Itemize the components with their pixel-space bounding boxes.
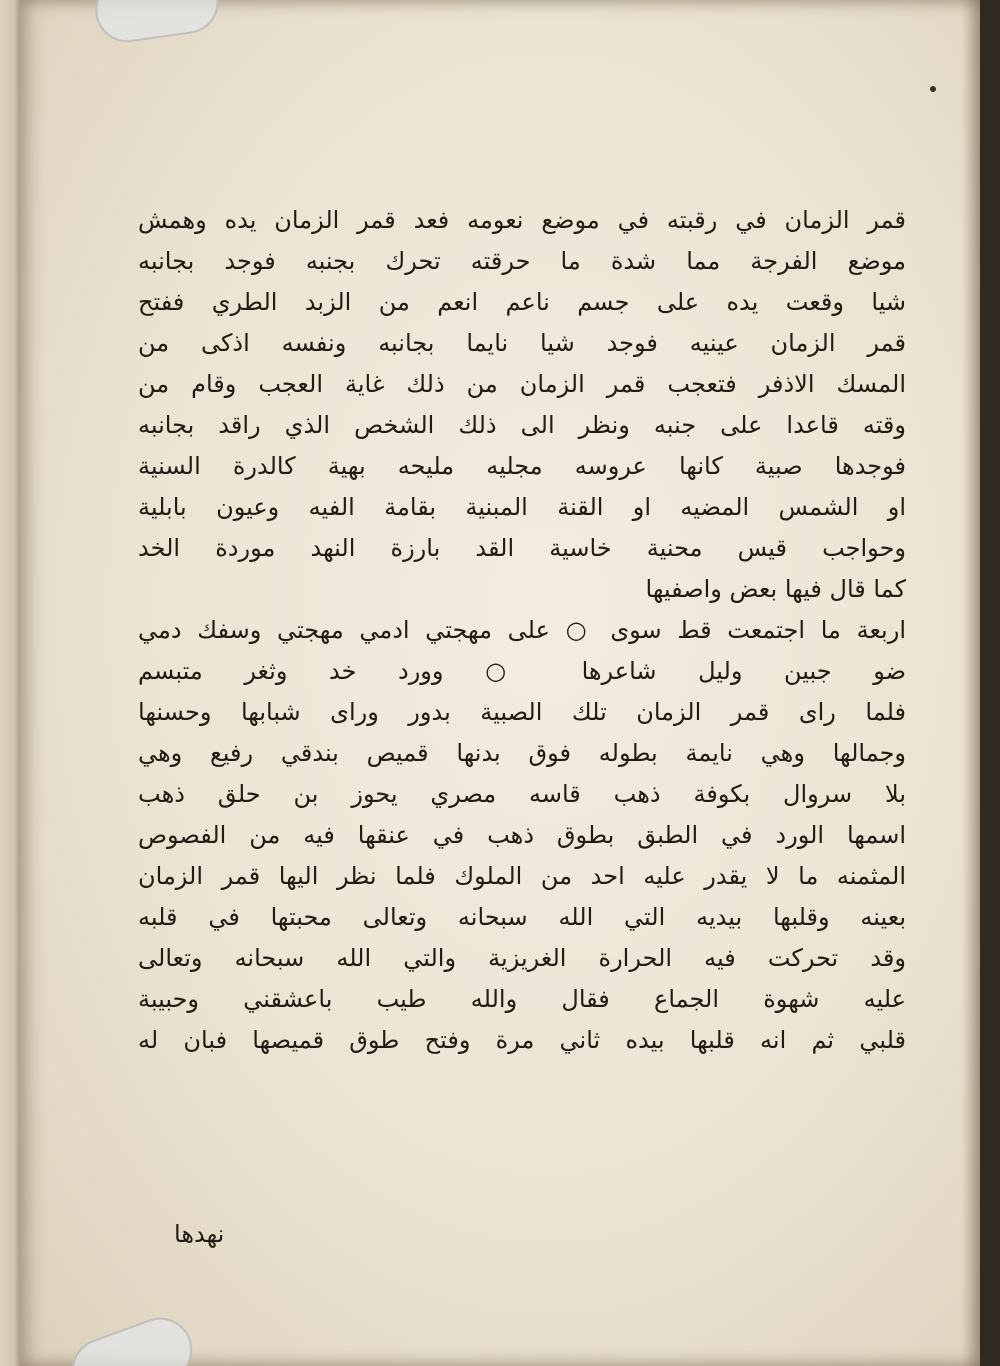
text-line-6: وقته قاعدا على جنبه ونظر الى ذلك الشخص الذي راقد بجانبه: [138, 411, 906, 439]
manuscript-page: [20, 0, 980, 1366]
text-line-5: المسك الاذفر فتعجب قمر الزمان من ذلك غاية العجب وقام من: [138, 370, 906, 398]
text-line-4: قمر الزمان عينيه فوجد شيا نايما بجانبه ونفسه اذكى من: [138, 329, 906, 357]
text-line-7: فوجدها صبية كانها عروسه مجليه مليحه بهية كالدرة السنية: [138, 452, 906, 480]
text-line-11-verse: اربعة ما اجتمعت قط سوى ○ على مهجتي ادمي مهجتي وسفك دمي: [138, 616, 906, 644]
text-line-10: كما قال فيها بعض واصفيها: [645, 575, 906, 603]
text-line-19: وقد تحركت فيه الحرارة الغريزية والتي الله سبحانه وتعالى: [138, 944, 906, 972]
ink-spot: [930, 86, 936, 92]
text-line-12-verse: ضو جبين وليل شاعرها ○ وورد خد وثغر متبسم: [138, 657, 906, 685]
text-line-9: وحواجب قيس محنية خاسية القد بارزة النهد موردة الخد: [138, 534, 906, 562]
text-line-17: المثمنه ما لا يقدر عليه احد من الملوك فلما نظر اليها قمر الزمان: [138, 862, 906, 890]
page-fold-shadow: [962, 0, 980, 1366]
text-line-2: موضع الفرجة مما شدة ما حرقته تحرك بجنبه فوجد بجانبه: [138, 247, 906, 275]
text-line-13: فلما راى قمر الزمان تلك الصبية بدور وراى شبابها وحسنها: [138, 698, 906, 726]
text-line-1: قمر الزمان في رقبته في موضع نعومه فعد قمر الزمان يده وهمش: [138, 206, 906, 234]
text-line-15: بلا سروال بكوفة ذهب قاسه مصري يحوز بن حلق ذهب: [138, 780, 906, 808]
catchword: نهدها: [174, 1220, 225, 1248]
text-line-16: اسمها الورد في الطبق بطوق ذهب في عنقها فيه من الفصوص: [138, 821, 906, 849]
main-text-block: [138, 200, 906, 1180]
text-line-20: عليه شهوة الجماع فقال والله طيب باعشقني وحبيبة: [138, 985, 906, 1013]
text-line-3: شيا وقعت يده على جسم ناعم انعم من الزبد الطري ففتح: [138, 288, 906, 316]
text-line-14: وجمالها وهي نايمة بطوله فوق بدنها قميص بندقي رفيع وهي: [138, 739, 906, 767]
text-line-18: بعينه وقلبها بيديه التي الله سبحانه وتعالى محبتها في قلبه: [138, 903, 906, 931]
text-line-21: قلبي ثم انه قلبها بيده ثاني مرة وفتح طوق قميصها فبان له: [138, 1026, 906, 1054]
text-line-8: او الشمس المضيه او القنة المبنية بقامة الفيه وعيون بابلية: [138, 493, 906, 521]
